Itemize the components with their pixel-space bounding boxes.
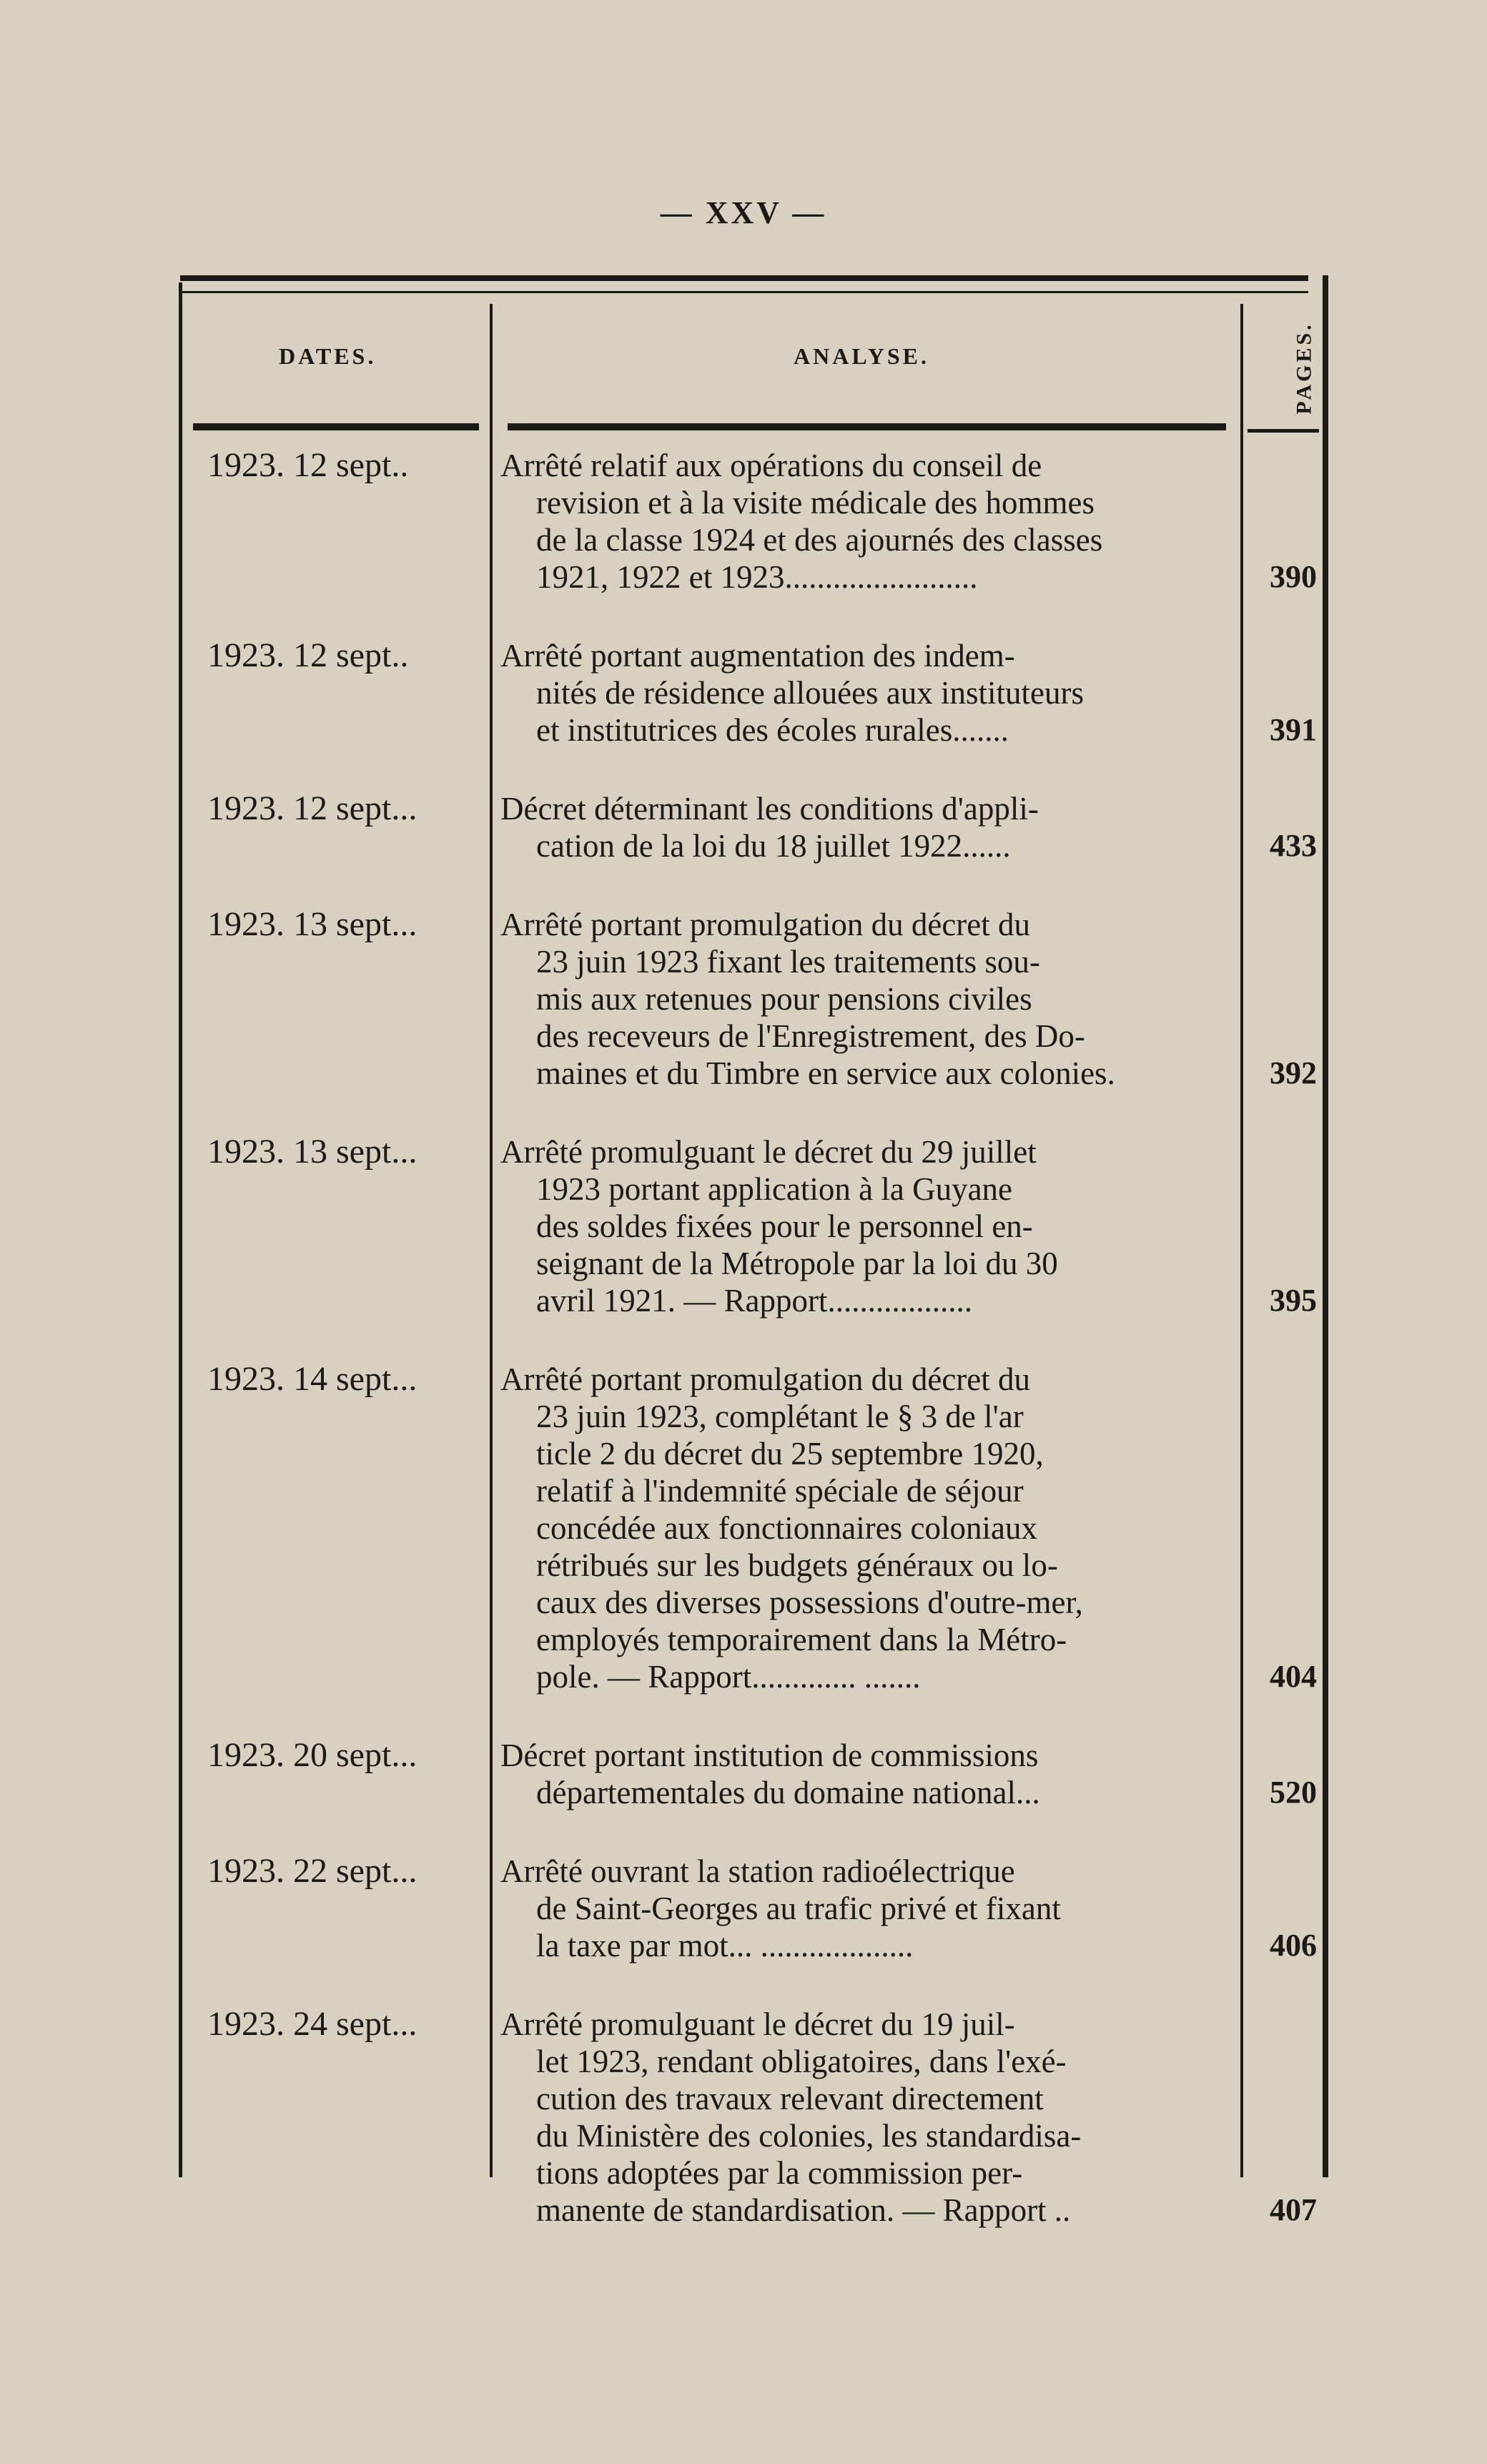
entry-analyse-line: revision et à la visite médicale des hommes	[536, 485, 1095, 521]
entry-analyse-line: relatif à l'indemnité spéciale de séjour	[536, 1473, 1024, 1509]
entry-analyse-line: 23 juin 1923, complétant le § 3 de l'ar	[536, 1399, 1024, 1434]
entry-analyse-line: Arrêté portant promulgation du décret du	[500, 907, 1031, 942]
entry-date: 1923. 24 sept...	[207, 2005, 418, 2043]
table-row	[172, 906, 1330, 1092]
entry-analyse-line: Arrêté ouvrant la station radioélectrique	[500, 1853, 1015, 1889]
entry-analyse	[486, 1133, 1226, 1319]
entry-analyse-line: de la classe 1924 et des ajournés des classes	[536, 522, 1103, 558]
entry-date: 1923. 20 sept...	[207, 1736, 418, 1774]
entry-page-number: 520	[1270, 1775, 1317, 1810]
table-top-rule	[180, 275, 1308, 293]
entry-date: 1923. 12 sept..	[207, 446, 409, 484]
dates-header-rule	[193, 423, 479, 430]
entry-analyse-line: avril 1921. — Rapport..................	[536, 1283, 972, 1319]
entry-page-number: 404	[1270, 1659, 1317, 1694]
entry-date: 1923. 13 sept...	[207, 905, 418, 943]
entry-analyse-line: Arrêté portant augmentation des indem-	[500, 638, 1015, 674]
entry-analyse-line: maines et du Timbre en service aux colonies.	[536, 1055, 1115, 1091]
entry-analyse-line: Arrêté promulguant le décret du 29 juillet	[500, 1134, 1037, 1170]
entry-page-number: 392	[1270, 1055, 1317, 1090]
dates-column-header: DATES.	[279, 343, 377, 369]
entry-analyse-line: pole. — Rapport............. .......	[536, 1659, 921, 1695]
entry-analyse-line: caux des diverses possessions d'outre-mer,	[536, 1585, 1083, 1620]
table-row	[172, 1133, 1330, 1319]
entry-analyse-line: rétribués sur les budgets généraux ou lo-	[536, 1547, 1058, 1583]
table-row	[172, 1853, 1330, 1964]
table-row	[172, 1361, 1330, 1695]
entry-analyse	[486, 1853, 1226, 1964]
entry-date: 1923. 14 sept...	[207, 1360, 418, 1398]
entry-page-number: 390	[1270, 559, 1317, 594]
entries-list	[172, 447, 1330, 2270]
entry-analyse-line: de Saint-Georges au trafic privé et fixant	[536, 1891, 1061, 1926]
entry-analyse	[486, 637, 1226, 749]
entry-date: 1923. 12 sept...	[207, 789, 418, 827]
entry-analyse-line: Décret portant institution de commissions	[500, 1738, 1039, 1773]
pages-column-header-cell	[1283, 304, 1326, 433]
entry-analyse-line: et institutrices des écoles rurales.......	[536, 712, 1009, 748]
table-row	[172, 790, 1330, 864]
entry-analyse-line: ticle 2 du décret du 25 septembre 1920,	[536, 1436, 1044, 1472]
entry-analyse-line: seignant de la Métropole par la loi du 30	[536, 1246, 1058, 1281]
entry-analyse	[486, 906, 1226, 1092]
table-row	[172, 1737, 1330, 1811]
entry-analyse	[486, 1361, 1226, 1695]
entry-analyse-line: Décret déterminant les conditions d'appli-	[500, 791, 1039, 827]
entry-analyse	[486, 790, 1226, 864]
entry-analyse-line: départementales du domaine national...	[536, 1775, 1040, 1810]
entry-analyse	[486, 1737, 1226, 1811]
analyse-header-rule	[508, 423, 1226, 430]
entry-analyse-line: let 1923, rendant obligatoires, dans l'exé-	[536, 2044, 1067, 2079]
entry-analyse-line: cution des travaux relevant directement	[536, 2081, 1044, 2116]
entry-analyse-line: du Ministère des colonies, les standardisa-	[536, 2118, 1082, 2154]
page-number-header: — XXV —	[660, 195, 827, 230]
entry-analyse-line: nités de résidence allouées aux instituteurs	[536, 675, 1085, 711]
entry-page-number: 406	[1270, 1928, 1317, 1963]
entry-analyse	[486, 2006, 1226, 2229]
entry-analyse-line: concédée aux fonctionnaires coloniaux	[536, 1510, 1037, 1546]
entry-analyse-line: la taxe par mot... ...................	[536, 1928, 914, 1963]
pages-column-header: PAGES.	[1293, 322, 1317, 415]
entry-date: 1923. 22 sept...	[207, 1852, 418, 1890]
entry-analyse-line: des receveurs de l'Enregistrement, des Do-	[536, 1018, 1085, 1054]
entry-analyse-line: mis aux retenues pour pensions civiles	[536, 981, 1032, 1017]
table-row	[172, 637, 1330, 749]
entry-analyse-line: employés temporairement dans la Métro-	[536, 1622, 1067, 1657]
entry-analyse-line: cation de la loi du 18 juillet 1922......	[536, 828, 1011, 864]
entry-analyse-line: 23 juin 1923 fixant les traitements sou-	[536, 944, 1040, 980]
entry-page-number: 433	[1270, 828, 1317, 863]
pages-header-rule	[1248, 429, 1319, 433]
analyse-column-header: ANALYSE.	[794, 343, 929, 369]
entry-page-number: 391	[1270, 712, 1317, 747]
entry-date: 1923. 13 sept...	[207, 1133, 418, 1171]
entry-page-number: 407	[1270, 2192, 1317, 2227]
entry-analyse	[486, 447, 1226, 596]
entry-analyse-line: Arrêté portant promulgation du décret du	[500, 1361, 1031, 1397]
table-row	[172, 447, 1330, 596]
entry-analyse-line: Arrêté promulguant le décret du 19 juil-	[500, 2006, 1015, 2042]
entry-analyse-line: Arrêté relatif aux opérations du conseil de	[500, 448, 1042, 483]
entry-date: 1923. 12 sept..	[207, 636, 409, 674]
entry-page-number: 395	[1270, 1283, 1317, 1318]
table-row	[172, 2006, 1330, 2229]
entry-analyse-line: 1923 portant application à la Guyane	[536, 1171, 1013, 1207]
entry-analyse-line: manente de standardisation. — Rapport ..	[536, 2192, 1071, 2228]
entry-analyse-line: des soldes fixées pour le personnel en-	[536, 1208, 1033, 1244]
entry-analyse-line: 1921, 1922 et 1923........................	[536, 559, 978, 595]
entry-analyse-line: tions adoptées par la commission per-	[536, 2155, 1023, 2191]
index-table	[172, 275, 1330, 2228]
